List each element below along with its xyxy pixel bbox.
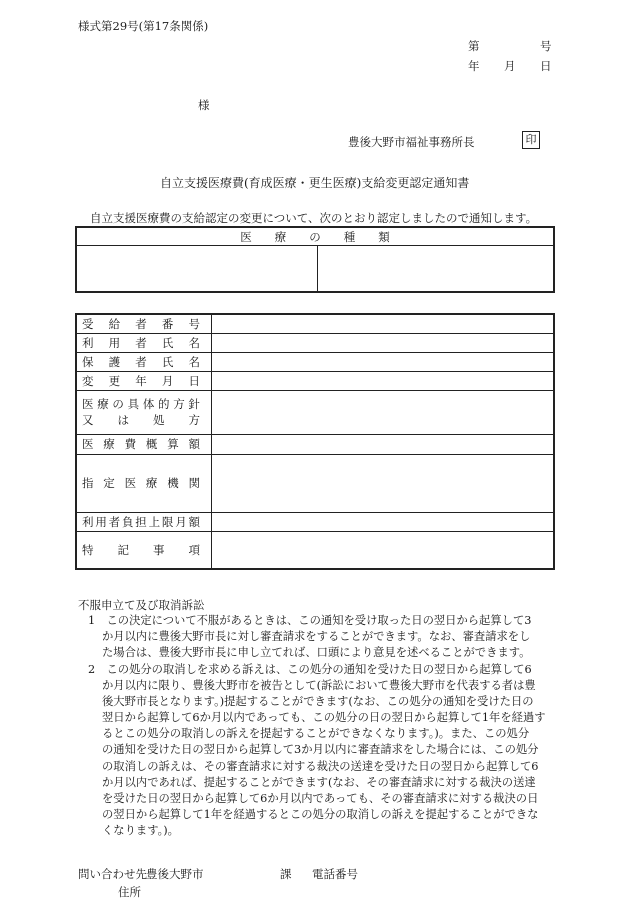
date-month: 月 (504, 59, 516, 73)
medical-care-type-cell-right (318, 246, 555, 293)
medical-care-type-cell-left (76, 246, 318, 293)
para1-line: た場合は、豊後大野市長に申し立てれば、口頭により意見を述べることができます。 (102, 646, 531, 660)
label-estimated-cost-text: 医 療 費 概 算 額 (82, 437, 200, 451)
para2-line: くなります。)。 (102, 823, 179, 837)
para1-line: 1 この決定について不服があるときは、この通知を受け取った日の翌日から起算して3 (88, 614, 532, 627)
date-day: 日 (540, 59, 552, 73)
label-treatment-policy (76, 390, 212, 434)
label-treatment-policy-line2: 又 は 処 方 (82, 413, 200, 427)
label-recipient-number-text: 受 給 者 番 号 (82, 316, 200, 331)
label-guardian-name (76, 352, 212, 371)
label-treatment-policy-line1: 医 療 の 具 体 的 方 針 (82, 397, 200, 411)
notice-title: 自立支援医療費(育成医療・更生医療)支給変更認定通知書 (160, 176, 470, 190)
label-change-date-text: 変 更 年 月 日 (82, 373, 200, 388)
label-recipient-number (76, 314, 212, 333)
recipient-detail-table (75, 313, 555, 570)
value-guardian-name (212, 352, 555, 371)
contact-city: 豊後大野市 (146, 867, 204, 881)
contact-address-label: 住所 (118, 885, 141, 899)
value-designated-institution (212, 454, 555, 512)
label-user-name (76, 333, 212, 352)
value-change-date (212, 371, 555, 390)
objection-paragraph-1 (88, 613, 531, 661)
para2-line: の翌日から起算して1年を経過するとこの処分の取消しの訴えを提起することができな (102, 807, 539, 821)
objection-title: 不服申立て及び取消訴訟 (78, 598, 205, 612)
contact-section: 課 (280, 867, 292, 881)
para2-line: か月以内であれば、提起することができます(なお、その審査請求に対する裁決の送達 (102, 775, 536, 789)
value-special-notes (212, 531, 555, 569)
label-designated-institution-text: 指 定 医 療 機 関 (82, 476, 200, 490)
para2-line: るとこの処分の取消しの訴えを提起することができなくなります。)。また、この処分 (102, 727, 530, 741)
label-guardian-name-text: 保 護 者 氏 名 (82, 354, 200, 369)
para2-line: か月以内に限り、豊後大野市を被告として(訴訟において豊後大野市を代表する者は豊 (102, 679, 536, 693)
value-estimated-cost (212, 434, 555, 454)
value-recipient-number (212, 314, 555, 333)
para2-line: 翌日から起算して6か月以内であっても、この処分の日の翌日から起算して1年を経過す (102, 711, 546, 725)
contact-label: 問い合わせ先 (78, 867, 147, 881)
objection-paragraph-2 (88, 662, 546, 839)
medical-care-type-table (75, 226, 555, 293)
para2-line: の通知を受けた日の翌日から起算して3か月以内に審査請求をした場合には、この処分 (102, 743, 539, 757)
label-special-notes (76, 531, 212, 569)
addressee-suffix: 様 (198, 98, 210, 112)
form-code: 様式第29号(第17条関係) (78, 19, 209, 33)
value-user-name (212, 333, 555, 352)
para2-line: の取消しの訴えは、その審査請求に対する裁決の送達を受けた日の翌日から起算して6 (102, 759, 539, 773)
para2-line: 後大野市長となります。)提起することができます(なお、この処分の通知を受けた日の (102, 695, 534, 709)
intro-text: 自立支援医療費の支給認定の変更について、次のとおり認定しましたので通知します。 (90, 211, 538, 225)
para2-line: を受けた日の翌日から起算して6か月以内であっても、その審査請求に対する裁決の日 (102, 791, 539, 805)
issuer-name: 豊後大野市福祉事務所長 (348, 135, 475, 149)
para2-line: 2 この処分の取消しを求める訴えは、この処分の通知を受けた日の翌日から起算して6 (88, 663, 532, 676)
label-monthly-limit (76, 512, 212, 531)
number-suffix: 号 (540, 39, 552, 53)
label-designated-institution (76, 454, 212, 512)
label-monthly-limit-text: 利 用 者 負 担 上 限 月 額 (82, 514, 200, 529)
value-monthly-limit (212, 512, 555, 531)
date-year: 年 (468, 59, 480, 73)
number-prefix: 第 (468, 39, 480, 53)
seal-mark: 印 (522, 131, 540, 149)
value-treatment-policy (212, 390, 555, 434)
contact-phone-label: 電話番号 (312, 867, 358, 881)
label-user-name-text: 利 用 者 氏 名 (82, 335, 200, 350)
label-estimated-cost (76, 434, 212, 454)
label-special-notes-text: 特 記 事 項 (82, 542, 200, 557)
para1-line: か月以内に豊後大野市長に対し審査請求をすることができます。なお、審査請求をし (102, 630, 531, 644)
medical-care-type-header: 医 療 の 種 類 (76, 227, 554, 246)
label-change-date (76, 371, 212, 390)
document-number-date (458, 38, 558, 78)
